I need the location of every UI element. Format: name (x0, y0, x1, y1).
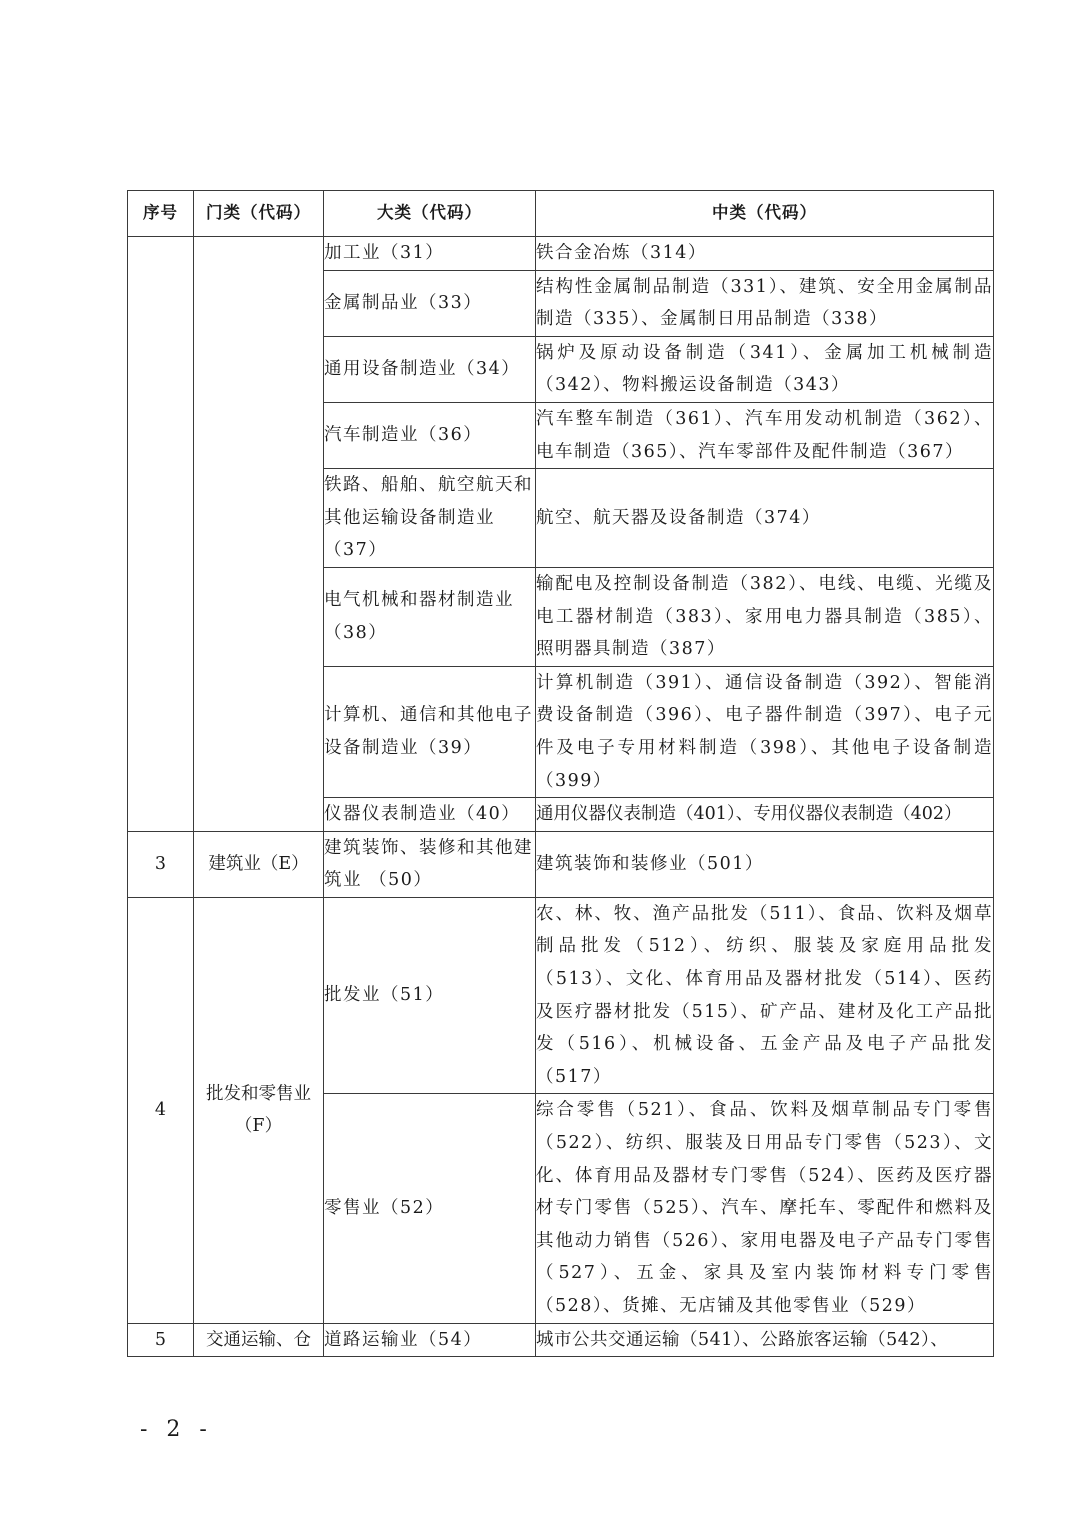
seq-cell (128, 237, 194, 832)
table-row (128, 1323, 994, 1357)
major-cell: 加工业（31） (324, 237, 536, 271)
major-cell: 仪器仪表制造业（40） (324, 798, 536, 832)
major-cell: 铁路、船舶、航空航天和其他运输设备制造业（37） (324, 469, 536, 568)
middle-cell: 通用仪器仪表制造（401）、专用仪器仪表制造（402） (536, 798, 994, 832)
header-seq: 序号 (128, 191, 194, 237)
middle-cell: 输配电及控制设备制造（382）、电线、电缆、光缆及电工器材制造（383）、家用电力器具制造（385）、照明器具制造（387） (536, 567, 994, 666)
middle-cell: 城市公共交通运输（541）、公路旅客运输（542）、 (536, 1323, 994, 1357)
major-cell: 道路运输业（54） (324, 1323, 536, 1357)
category-cell (194, 237, 324, 832)
category-cell: 批发和零售业（F） (194, 897, 324, 1323)
middle-cell: 综合零售（521）、食品、饮料及烟草制品专门零售（522）、纺织、服装及日用品专门零售（523）、文化、体育用品及器材专门零售（524）、医药及医疗器材专门零售（525）、汽车、摩托车、零配件和燃料及其他动力销售（526）、家用电器及电子产品专门零售（527）、五金、家具及室内装饰材料专门零售（528）、货摊、无店铺及其他零售业（529） (536, 1094, 994, 1323)
header-middle: 中类（代码） (536, 191, 994, 237)
major-cell: 金属制品业（33） (324, 270, 536, 336)
header-category: 门类（代码） (194, 191, 324, 237)
middle-cell: 计算机制造（391）、通信设备制造（392）、智能消费设备制造（396）、电子器件制造（397）、电子元件及电子专用材料制造（398）、其他电子设备制造（399） (536, 666, 994, 797)
middle-cell: 建筑装饰和装修业（501） (536, 831, 994, 897)
page-number: - 2 - (140, 1417, 213, 1442)
seq-cell: 5 (128, 1323, 194, 1357)
major-cell: 批发业（51） (324, 897, 536, 1094)
table-row (128, 237, 994, 271)
middle-cell: 航空、航天器及设备制造（374） (536, 469, 994, 568)
middle-cell: 结构性金属制品制造（331）、建筑、安全用金属制品制造（335）、金属制日用品制造（338） (536, 270, 994, 336)
table-row (128, 831, 994, 897)
major-cell: 零售业（52） (324, 1094, 536, 1323)
middle-cell: 农、林、牧、渔产品批发（511）、食品、饮料及烟草制品批发（512）、纺织、服装及家庭用品批发（513）、文化、体育用品及器材批发（514）、医药及医疗器材批发（515）、矿产品、建材及化工产品批发（516）、机械设备、五金产品及电子产品批发（517） (536, 897, 994, 1094)
category-cell: 交通运输、仓 (194, 1323, 324, 1357)
major-cell: 电气机械和器材制造业（38） (324, 567, 536, 666)
middle-cell: 汽车整车制造（361）、汽车用发动机制造（362）、电车制造（365）、汽车零部件及配件制造（367） (536, 402, 994, 468)
header-major: 大类（代码） (324, 191, 536, 237)
seq-cell: 3 (128, 831, 194, 897)
category-cell: 建筑业（E） (194, 831, 324, 897)
industry-classification-table (127, 190, 994, 1357)
middle-cell: 锅炉及原动设备制造（341）、金属加工机械制造（342）、物料搬运设备制造（343） (536, 336, 994, 402)
major-cell: 计算机、通信和其他电子设备制造业（39） (324, 666, 536, 797)
table-row (128, 897, 994, 1094)
seq-cell: 4 (128, 897, 194, 1323)
middle-cell: 铁合金冶炼（314） (536, 237, 994, 271)
major-cell: 建筑装饰、装修和其他建筑业 （50） (324, 831, 536, 897)
table-header-row (128, 191, 994, 237)
major-cell: 汽车制造业（36） (324, 402, 536, 468)
major-cell: 通用设备制造业（34） (324, 336, 536, 402)
